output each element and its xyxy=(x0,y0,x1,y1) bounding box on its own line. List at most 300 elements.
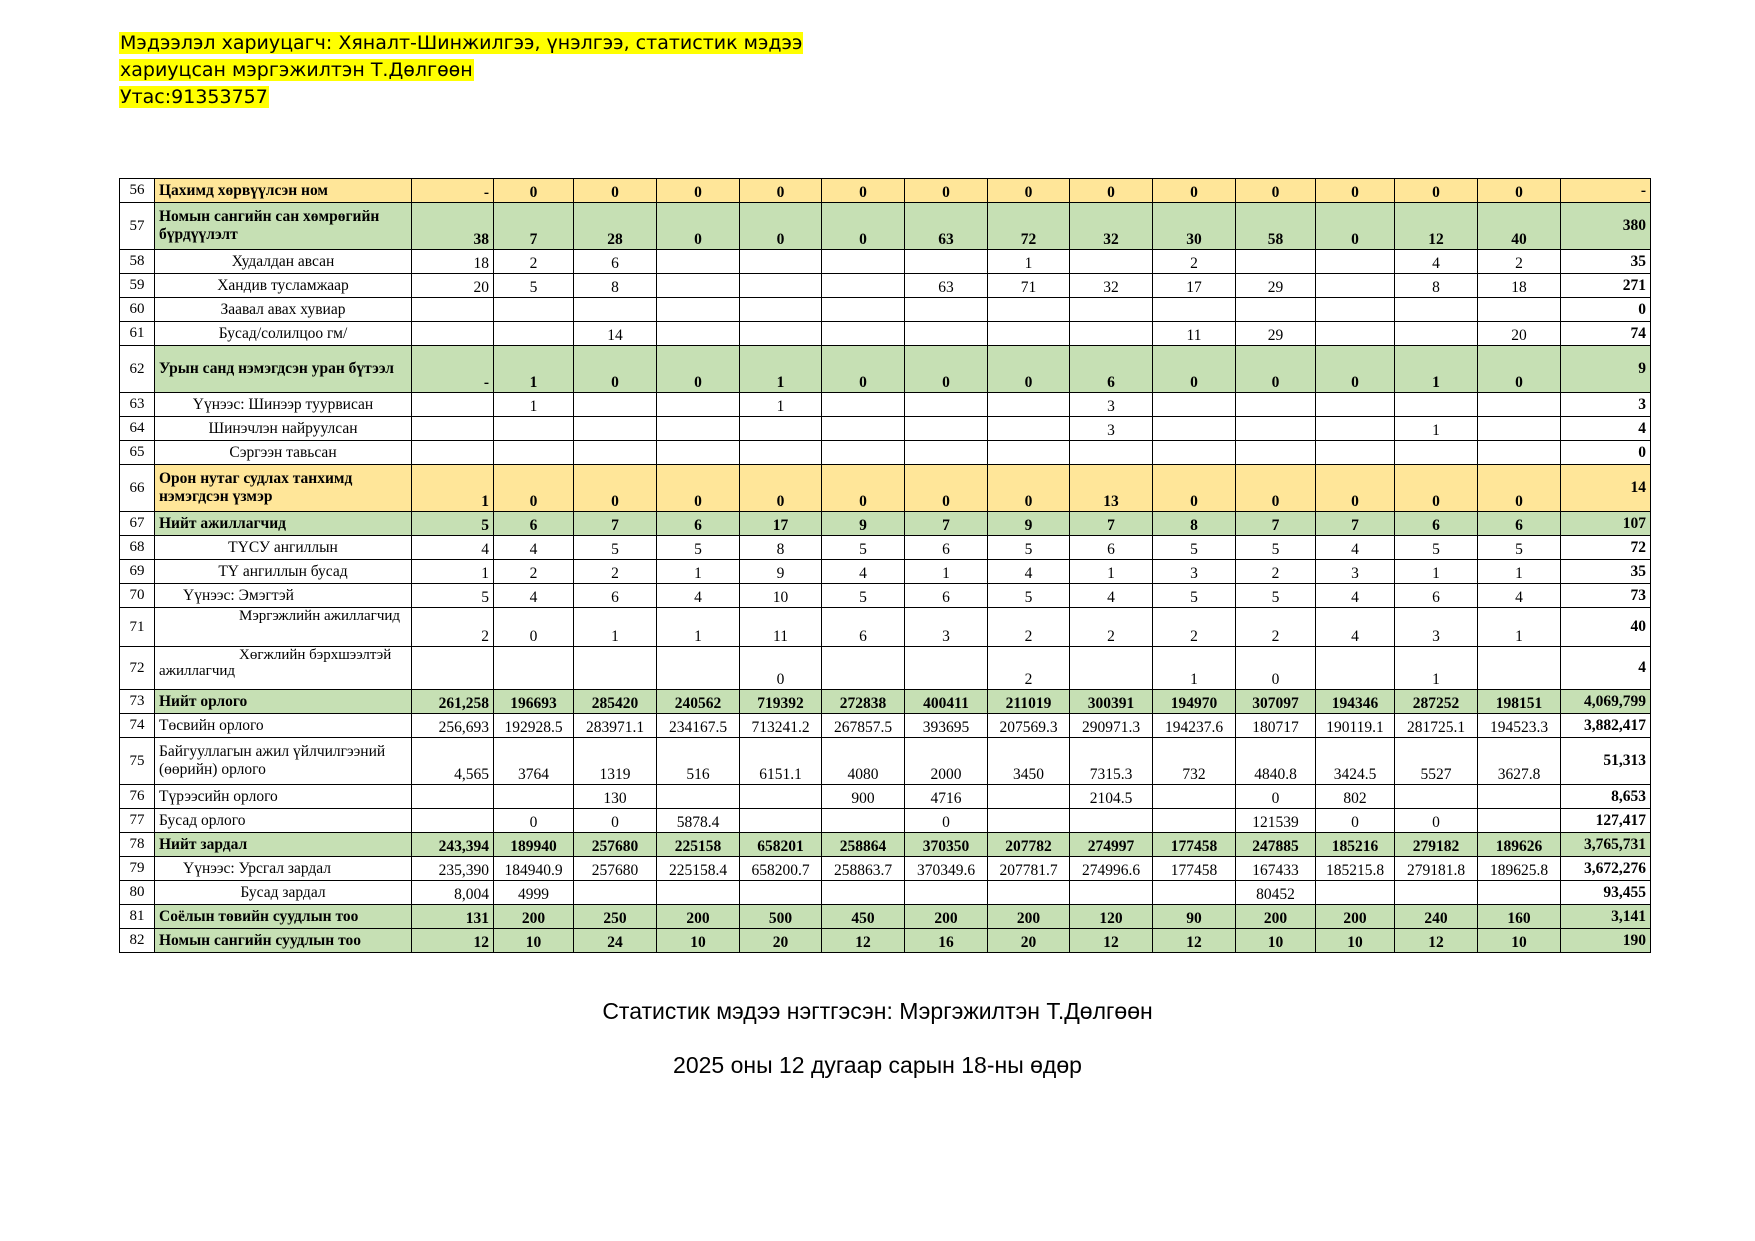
cell-value: 267857.5 xyxy=(822,714,905,738)
cell-value: 17 xyxy=(740,512,822,536)
row-number: 56 xyxy=(120,179,155,203)
table-row xyxy=(120,785,1651,809)
row-total: 3,765,731 xyxy=(1561,833,1651,857)
cell-value xyxy=(494,647,574,690)
cell-value: 167433 xyxy=(1236,857,1316,881)
cell-value: 1 xyxy=(1395,417,1478,441)
footer-date: 2025 оны 12 дугаар сарын 18-ны өдөр xyxy=(673,1052,1082,1078)
cell-value: 1 xyxy=(657,608,740,647)
cell-value: 234167.5 xyxy=(657,714,740,738)
cell-value xyxy=(822,274,905,298)
cell-value: 0 xyxy=(822,203,905,250)
cell-value: 194237.6 xyxy=(1153,714,1236,738)
cell-value: 5878.4 xyxy=(657,809,740,833)
row-label: Хандив тусламжаар xyxy=(155,274,412,298)
cell-value: 500 xyxy=(740,905,822,929)
row-total: 107 xyxy=(1561,512,1651,536)
cell-value: 5 xyxy=(412,584,494,608)
cell-value xyxy=(1070,250,1153,274)
cell-value: 0 xyxy=(822,179,905,203)
row-number: 70 xyxy=(120,584,155,608)
cell-value: 20 xyxy=(988,929,1070,953)
cell-value: 5 xyxy=(657,536,740,560)
cell-value: 1 xyxy=(1395,560,1478,584)
cell-value: 0 xyxy=(905,809,988,833)
cell-value xyxy=(657,250,740,274)
cell-value: 6 xyxy=(1070,536,1153,560)
cell-value xyxy=(574,441,657,465)
cell-value: 0 xyxy=(657,179,740,203)
cell-value: 10 xyxy=(657,929,740,953)
cell-value: 196693 xyxy=(494,690,574,714)
cell-value: 12 xyxy=(412,929,494,953)
cell-value: 12 xyxy=(1070,929,1153,953)
table-row xyxy=(120,809,1651,833)
row-total: 35 xyxy=(1561,250,1651,274)
cell-value: 2 xyxy=(1478,250,1561,274)
cell-value: 194346 xyxy=(1316,690,1395,714)
cell-value: 20 xyxy=(1478,322,1561,346)
cell-value xyxy=(905,322,988,346)
cell-value: 0 xyxy=(740,647,822,690)
cell-value: 211019 xyxy=(988,690,1070,714)
cell-value: 130 xyxy=(574,785,657,809)
cell-value xyxy=(574,298,657,322)
cell-value: 0 xyxy=(1478,346,1561,393)
cell-value: 658201 xyxy=(740,833,822,857)
cell-value xyxy=(1395,322,1478,346)
cell-value xyxy=(574,647,657,690)
cell-value: 0 xyxy=(1236,465,1316,512)
cell-value: 307097 xyxy=(1236,690,1316,714)
cell-value: 18 xyxy=(1478,274,1561,298)
cell-value: 7 xyxy=(574,512,657,536)
cell-value xyxy=(657,417,740,441)
cell-value: 0 xyxy=(574,809,657,833)
cell-value: 63 xyxy=(905,203,988,250)
cell-value: 4 xyxy=(1316,584,1395,608)
row-number: 74 xyxy=(120,714,155,738)
cell-value: 121539 xyxy=(1236,809,1316,833)
cell-value: 0 xyxy=(574,179,657,203)
cell-value xyxy=(1153,881,1236,905)
cell-value: 0 xyxy=(1316,179,1395,203)
row-label: ТҮСУ ангиллын xyxy=(155,536,412,560)
cell-value: 160 xyxy=(1478,905,1561,929)
cell-value xyxy=(1236,250,1316,274)
cell-value: 207782 xyxy=(988,833,1070,857)
row-label: Сэргээн тавьсан xyxy=(155,441,412,465)
cell-value: 0 xyxy=(1236,346,1316,393)
row-total: 93,455 xyxy=(1561,881,1651,905)
row-total: 74 xyxy=(1561,322,1651,346)
cell-value: 207569.3 xyxy=(988,714,1070,738)
cell-value: 0 xyxy=(657,203,740,250)
cell-value: 198151 xyxy=(1478,690,1561,714)
cell-value: 0 xyxy=(740,465,822,512)
table-row xyxy=(120,608,1651,647)
cell-value: 0 xyxy=(1070,179,1153,203)
cell-value: 3 xyxy=(1316,560,1395,584)
cell-value: 5 xyxy=(988,584,1070,608)
cell-value xyxy=(822,647,905,690)
cell-value xyxy=(1316,298,1395,322)
row-total: 190 xyxy=(1561,929,1651,953)
cell-value: 400411 xyxy=(905,690,988,714)
cell-value: 189626 xyxy=(1478,833,1561,857)
cell-value: 190119.1 xyxy=(1316,714,1395,738)
cell-value: 6151.1 xyxy=(740,738,822,785)
cell-value: 5 xyxy=(1153,536,1236,560)
cell-value: 658200.7 xyxy=(740,857,822,881)
cell-value: 4 xyxy=(1478,584,1561,608)
cell-value xyxy=(1236,441,1316,465)
cell-value: 38 xyxy=(412,203,494,250)
cell-value xyxy=(494,417,574,441)
cell-value: 0 xyxy=(657,465,740,512)
row-label: Номын сангийн суудлын тоо xyxy=(155,929,412,953)
cell-value: 258863.7 xyxy=(822,857,905,881)
row-number: 79 xyxy=(120,857,155,881)
cell-value: 0 xyxy=(1395,465,1478,512)
cell-value: 30 xyxy=(1153,203,1236,250)
row-total: 4 xyxy=(1561,647,1651,690)
cell-value xyxy=(740,322,822,346)
cell-value: 6 xyxy=(1070,346,1153,393)
cell-value: 2 xyxy=(1153,608,1236,647)
row-label: Түрээсийн орлого xyxy=(155,785,412,809)
cell-value: 200 xyxy=(905,905,988,929)
cell-value: 8 xyxy=(1153,512,1236,536)
cell-value: 290971.3 xyxy=(1070,714,1153,738)
cell-value: 3 xyxy=(1153,560,1236,584)
header-specialist: хариуцсан мэргэжилтэн Т.Дөлгөөн xyxy=(120,59,473,81)
table-row xyxy=(120,833,1651,857)
cell-value: 281725.1 xyxy=(1395,714,1478,738)
cell-value: 3 xyxy=(1070,393,1153,417)
cell-value: 257680 xyxy=(574,857,657,881)
cell-value xyxy=(988,809,1070,833)
cell-value: 258864 xyxy=(822,833,905,857)
table-row xyxy=(120,929,1651,953)
row-label: Орон нутаг судлах танхимд нэмэгдсэн үзмэр xyxy=(155,465,412,512)
cell-value xyxy=(657,647,740,690)
table-row xyxy=(120,857,1651,881)
row-number: 72 xyxy=(120,647,155,690)
cell-value: 10 xyxy=(740,584,822,608)
cell-value xyxy=(1153,441,1236,465)
cell-value: 2 xyxy=(412,608,494,647)
cell-value: 120 xyxy=(1070,905,1153,929)
cell-value xyxy=(574,393,657,417)
row-number: 68 xyxy=(120,536,155,560)
cell-value: 177458 xyxy=(1153,857,1236,881)
cell-value: 0 xyxy=(822,465,905,512)
cell-value: 4 xyxy=(1316,608,1395,647)
cell-value xyxy=(1070,881,1153,905)
cell-value: 4 xyxy=(1316,536,1395,560)
cell-value: 4 xyxy=(657,584,740,608)
cell-value: 4 xyxy=(1395,250,1478,274)
cell-value: 2 xyxy=(1153,250,1236,274)
cell-value: 12 xyxy=(1395,929,1478,953)
cell-value xyxy=(740,785,822,809)
cell-value: 225158.4 xyxy=(657,857,740,881)
cell-value: 5 xyxy=(1395,536,1478,560)
row-number: 80 xyxy=(120,881,155,905)
cell-value xyxy=(905,647,988,690)
row-number: 59 xyxy=(120,274,155,298)
cell-value: 1 xyxy=(412,465,494,512)
cell-value: 5 xyxy=(412,512,494,536)
footer-compiled-by: Статистик мэдээ нэгтгэсэн: Мэргэжилтэн Т.Дөлгөөн xyxy=(602,998,1153,1024)
row-number: 62 xyxy=(120,346,155,393)
row-total: 51,313 xyxy=(1561,738,1651,785)
cell-value: 0 xyxy=(1236,785,1316,809)
header-responsible: Мэдээлэл хариуцагч: Хяналт-Шинжилгээ, үнэлгээ, статистик мэдээ xyxy=(120,32,803,54)
cell-value: 247885 xyxy=(1236,833,1316,857)
row-total: 73 xyxy=(1561,584,1651,608)
cell-value: 1 xyxy=(740,346,822,393)
cell-value xyxy=(905,417,988,441)
cell-value xyxy=(740,274,822,298)
cell-value: - xyxy=(412,346,494,393)
cell-value: 29 xyxy=(1236,274,1316,298)
cell-value: 18 xyxy=(412,250,494,274)
cell-value: 9 xyxy=(822,512,905,536)
row-total: 3,882,417 xyxy=(1561,714,1651,738)
table-row xyxy=(120,274,1651,298)
cell-value xyxy=(1070,647,1153,690)
cell-value: 0 xyxy=(494,608,574,647)
cell-value: 285420 xyxy=(574,690,657,714)
cell-value: 0 xyxy=(988,465,1070,512)
cell-value xyxy=(412,417,494,441)
cell-value: 5527 xyxy=(1395,738,1478,785)
row-total: 72 xyxy=(1561,536,1651,560)
row-total: 4,069,799 xyxy=(1561,690,1651,714)
cell-value: 13 xyxy=(1070,465,1153,512)
cell-value: 20 xyxy=(412,274,494,298)
cell-value: 4716 xyxy=(905,785,988,809)
row-total: 380 xyxy=(1561,203,1651,250)
cell-value: 370349.6 xyxy=(905,857,988,881)
cell-value xyxy=(657,322,740,346)
cell-value xyxy=(1316,322,1395,346)
row-total: 127,417 xyxy=(1561,809,1651,833)
row-label: Үүнээс: Эмэгтэй xyxy=(155,584,412,608)
row-label: Худалдан авсан xyxy=(155,250,412,274)
cell-value: 5 xyxy=(822,536,905,560)
cell-value: 1 xyxy=(1478,608,1561,647)
cell-value: 189625.8 xyxy=(1478,857,1561,881)
cell-value: 4 xyxy=(494,584,574,608)
cell-value: 0 xyxy=(822,346,905,393)
cell-value: 192928.5 xyxy=(494,714,574,738)
cell-value: 287252 xyxy=(1395,690,1478,714)
row-number: 81 xyxy=(120,905,155,929)
cell-value: 0 xyxy=(574,346,657,393)
table-row xyxy=(120,536,1651,560)
cell-value xyxy=(412,647,494,690)
cell-value: 71 xyxy=(988,274,1070,298)
cell-value xyxy=(740,298,822,322)
cell-value xyxy=(1395,881,1478,905)
cell-value xyxy=(822,298,905,322)
row-number: 75 xyxy=(120,738,155,785)
cell-value: 516 xyxy=(657,738,740,785)
cell-value: 0 xyxy=(1316,465,1395,512)
table-row xyxy=(120,393,1651,417)
cell-value: 10 xyxy=(494,929,574,953)
cell-value xyxy=(905,441,988,465)
row-number: 76 xyxy=(120,785,155,809)
cell-value: 2 xyxy=(1070,608,1153,647)
row-total: 9 xyxy=(1561,346,1651,393)
cell-value: 0 xyxy=(1395,809,1478,833)
cell-value: 2 xyxy=(494,250,574,274)
table-row xyxy=(120,203,1651,250)
row-number: 66 xyxy=(120,465,155,512)
cell-value: 713241.2 xyxy=(740,714,822,738)
cell-value: 8,004 xyxy=(412,881,494,905)
row-label: Соёлын төвийн суудлын тоо xyxy=(155,905,412,929)
cell-value: 6 xyxy=(822,608,905,647)
cell-value xyxy=(657,274,740,298)
cell-value: 0 xyxy=(1236,179,1316,203)
cell-value xyxy=(905,250,988,274)
cell-value xyxy=(740,809,822,833)
cell-value: 1 xyxy=(657,560,740,584)
cell-value: 7 xyxy=(1070,512,1153,536)
cell-value xyxy=(822,417,905,441)
row-label: Бусад орлого xyxy=(155,809,412,833)
cell-value: 7 xyxy=(905,512,988,536)
row-total: 271 xyxy=(1561,274,1651,298)
table-row xyxy=(120,322,1651,346)
table-row xyxy=(120,647,1651,690)
cell-value: 0 xyxy=(1236,647,1316,690)
cell-value xyxy=(657,441,740,465)
cell-value: 180717 xyxy=(1236,714,1316,738)
cell-value: 10 xyxy=(1316,929,1395,953)
cell-value: 240562 xyxy=(657,690,740,714)
cell-value xyxy=(1316,393,1395,417)
table-row xyxy=(120,905,1651,929)
cell-value: 40 xyxy=(1478,203,1561,250)
cell-value: 1 xyxy=(1395,346,1478,393)
cell-value xyxy=(1478,809,1561,833)
cell-value xyxy=(988,441,1070,465)
row-total: 3,141 xyxy=(1561,905,1651,929)
cell-value: 2 xyxy=(1236,608,1316,647)
cell-value: 7315.3 xyxy=(1070,738,1153,785)
cell-value: - xyxy=(412,179,494,203)
cell-value: 4 xyxy=(822,560,905,584)
table-row xyxy=(120,560,1651,584)
cell-value: 3 xyxy=(905,608,988,647)
cell-value xyxy=(1395,298,1478,322)
cell-value: 4840.8 xyxy=(1236,738,1316,785)
cell-value: 2 xyxy=(988,647,1070,690)
cell-value: 0 xyxy=(1153,346,1236,393)
cell-value: 8 xyxy=(574,274,657,298)
cell-value: 274996.6 xyxy=(1070,857,1153,881)
row-number: 61 xyxy=(120,322,155,346)
table-row xyxy=(120,298,1651,322)
cell-value xyxy=(822,322,905,346)
row-label: Үүнээс: Шинээр туурвисан xyxy=(155,393,412,417)
cell-value: 5 xyxy=(1236,584,1316,608)
cell-value: 11 xyxy=(740,608,822,647)
table-row xyxy=(120,714,1651,738)
cell-value: 28 xyxy=(574,203,657,250)
contact-header xyxy=(119,30,803,111)
cell-value xyxy=(1478,441,1561,465)
cell-value xyxy=(1395,785,1478,809)
cell-value xyxy=(1153,417,1236,441)
row-total: 35 xyxy=(1561,560,1651,584)
cell-value: 0 xyxy=(905,465,988,512)
cell-value: 194523.3 xyxy=(1478,714,1561,738)
row-label: Заавал авах хувиар xyxy=(155,298,412,322)
row-number: 69 xyxy=(120,560,155,584)
row-number: 77 xyxy=(120,809,155,833)
row-label: Нийт ажиллагчид xyxy=(155,512,412,536)
cell-value: 0 xyxy=(740,179,822,203)
cell-value: 300391 xyxy=(1070,690,1153,714)
cell-value: 3450 xyxy=(988,738,1070,785)
table-row xyxy=(120,584,1651,608)
cell-value: 58 xyxy=(1236,203,1316,250)
cell-value: 2104.5 xyxy=(1070,785,1153,809)
cell-value: 225158 xyxy=(657,833,740,857)
cell-value xyxy=(905,298,988,322)
cell-value: 4 xyxy=(1070,584,1153,608)
row-total: 4 xyxy=(1561,417,1651,441)
row-label: Байгууллагын ажил үйлчилгээний (өөрийн) орлого xyxy=(155,738,412,785)
row-number: 78 xyxy=(120,833,155,857)
cell-value: 0 xyxy=(905,179,988,203)
cell-value: 240 xyxy=(1395,905,1478,929)
cell-value: 7 xyxy=(1316,512,1395,536)
row-number: 71 xyxy=(120,608,155,647)
cell-value: 4080 xyxy=(822,738,905,785)
cell-value xyxy=(1316,274,1395,298)
row-label: Нийт орлого xyxy=(155,690,412,714)
cell-value: 1 xyxy=(988,250,1070,274)
cell-value: 6 xyxy=(574,584,657,608)
cell-value: 189940 xyxy=(494,833,574,857)
cell-value: 11 xyxy=(1153,322,1236,346)
cell-value xyxy=(905,881,988,905)
cell-value xyxy=(988,393,1070,417)
cell-value xyxy=(1316,417,1395,441)
table-row xyxy=(120,179,1651,203)
row-total: 40 xyxy=(1561,608,1651,647)
cell-value: 200 xyxy=(988,905,1070,929)
cell-value: 200 xyxy=(657,905,740,929)
table-row xyxy=(120,417,1651,441)
cell-value: 10 xyxy=(1478,929,1561,953)
table-row xyxy=(120,512,1651,536)
cell-value: 9 xyxy=(740,560,822,584)
cell-value: 1 xyxy=(1478,560,1561,584)
cell-value: 2 xyxy=(494,560,574,584)
cell-value xyxy=(1070,298,1153,322)
cell-value: 20 xyxy=(740,929,822,953)
cell-value: 279182 xyxy=(1395,833,1478,857)
